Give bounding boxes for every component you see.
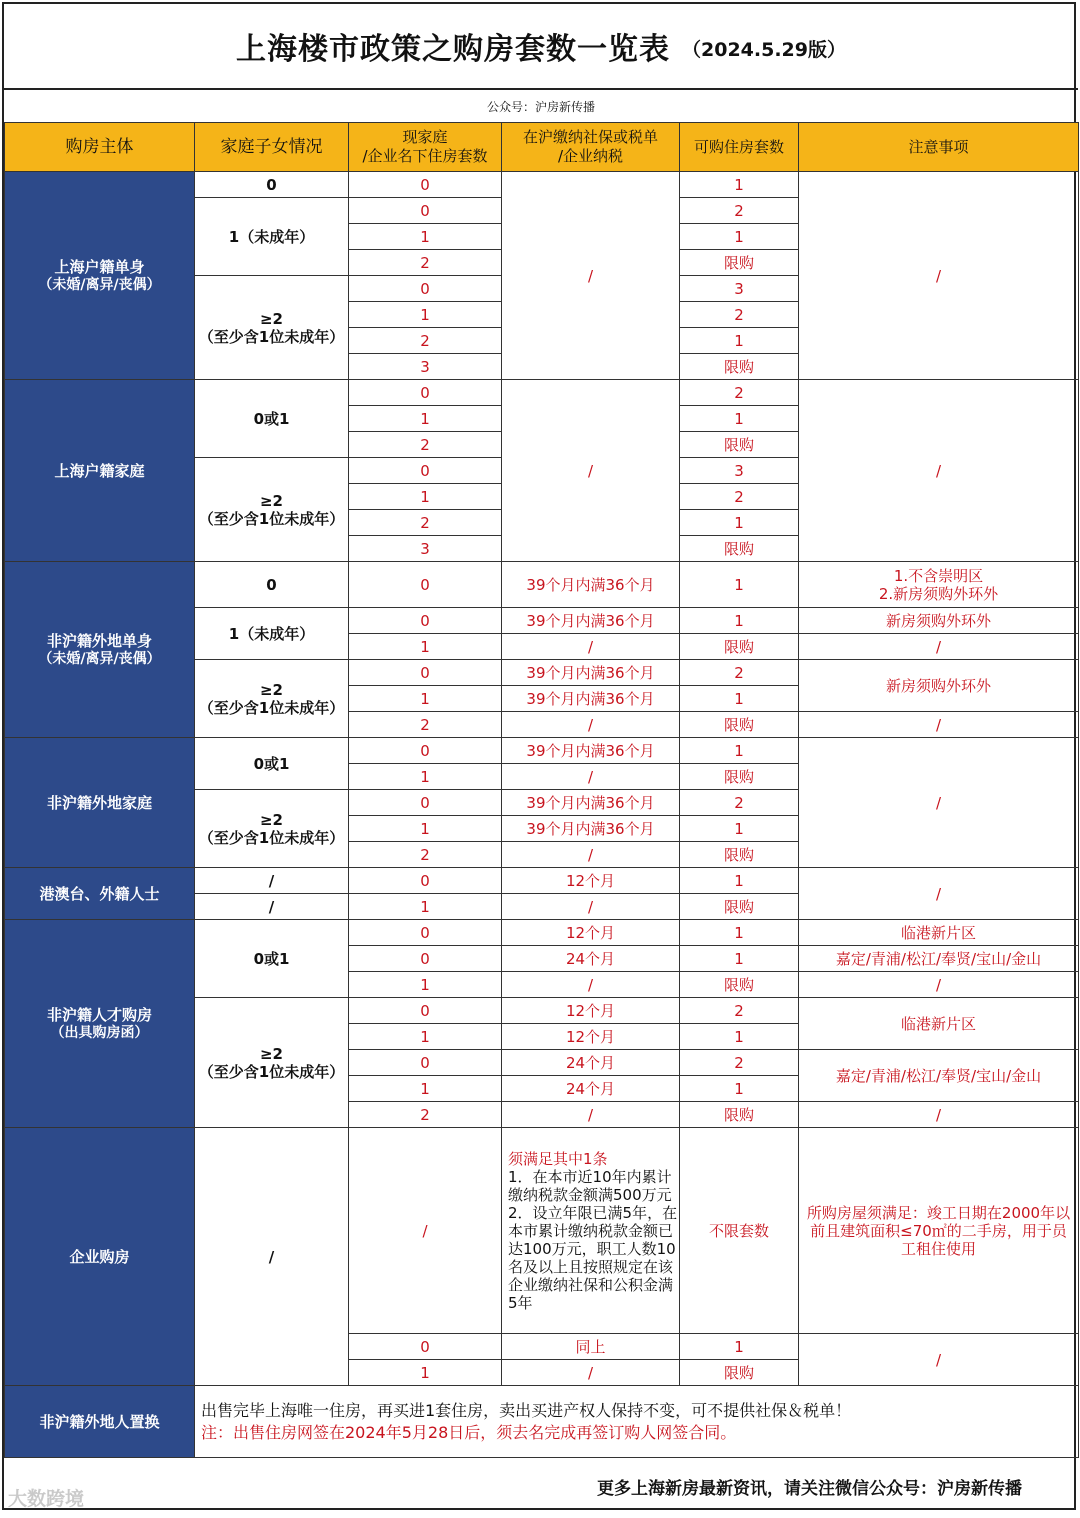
family-cell: / (195, 868, 349, 894)
buyable-cell: 限购 (680, 894, 799, 920)
note-cell: / (799, 738, 1079, 868)
note-line: 2.新房须购外环外 (878, 584, 999, 603)
requirement-title: 须满足其中1条 (508, 1149, 608, 1168)
existing-cell: 1 (349, 894, 502, 920)
family-cell: 0或1 (195, 380, 349, 458)
subject-label: 上海户籍单身 (54, 257, 145, 276)
family-cell: 0或1 (195, 738, 349, 790)
existing-cell: 0 (349, 172, 502, 198)
buyable-cell: 限购 (680, 842, 799, 868)
buyable-cell: 1 (680, 868, 799, 894)
family-label: ≥2 (259, 491, 283, 510)
note-cell: / (799, 1334, 1079, 1386)
footer-text: 更多上海新房最新资讯，请关注微信公众号：沪房新传播 (597, 1478, 1022, 1499)
family-cell: 0或1 (195, 920, 349, 998)
existing-cell: 0 (349, 276, 502, 302)
tax-cell: 12个月 (502, 998, 680, 1024)
family-cell: 1（未成年） (195, 198, 349, 276)
note-cell: 新房须购外环外 (799, 608, 1079, 634)
buyable-cell: 2 (680, 790, 799, 816)
tax-cell: / (502, 894, 680, 920)
note-cell: / (799, 634, 1079, 660)
existing-cell: 2 (349, 842, 502, 868)
header-existing: 现家庭 /企业名下住房套数 (349, 123, 502, 172)
tax-cell: 39个月内满36个月 (502, 790, 680, 816)
subject-non-family: 非沪籍外地家庭 (5, 738, 195, 868)
existing-cell: 0 (349, 946, 502, 972)
note-cell: / (799, 380, 1079, 562)
subject-sh-single (5, 172, 195, 380)
family-note: （至少含1位未成年） (198, 698, 345, 717)
existing-cell: 0 (349, 920, 502, 946)
subject-hk: 港澳台、外籍人士 (5, 868, 195, 920)
buyable-cell: 2 (680, 998, 799, 1024)
subject-non-single (5, 562, 195, 738)
table-row (5, 380, 1079, 406)
tax-cell: 24个月 (502, 1076, 680, 1102)
swap-line: 出售完毕上海唯一住房，再买进1套住房，卖出买进产权人保持不变，可不提供社保＆税单！ (201, 1400, 852, 1420)
buyable-cell: 2 (680, 302, 799, 328)
buyable-cell: 1 (680, 608, 799, 634)
tax-cell: / (502, 764, 680, 790)
note-cell: / (799, 712, 1079, 738)
tax-cell: 同上 (502, 1334, 680, 1360)
tax-cell: 24个月 (502, 1050, 680, 1076)
existing-cell: 1 (349, 764, 502, 790)
existing-cell: 2 (349, 510, 502, 536)
buyable-cell: 1 (680, 1024, 799, 1050)
buyable-cell: 3 (680, 458, 799, 484)
family-label: ≥2 (259, 680, 283, 699)
existing-cell: 3 (349, 536, 502, 562)
tax-cell: / (502, 972, 680, 998)
table-row (5, 868, 1079, 894)
buyable-cell: 1 (680, 328, 799, 354)
existing-cell: 0 (349, 608, 502, 634)
buyable-cell: 1 (680, 686, 799, 712)
header-tax: 在沪缴纳社保或税单 /企业纳税 (502, 123, 680, 172)
buyable-cell: 2 (680, 380, 799, 406)
buyable-cell: 2 (680, 198, 799, 224)
family-note: （至少含1位未成年） (198, 1062, 345, 1081)
tax-cell: / (502, 1102, 680, 1128)
family-label: ≥2 (259, 1044, 283, 1063)
existing-cell: 1 (349, 1076, 502, 1102)
existing-cell: 0 (349, 790, 502, 816)
tax-cell: / (502, 634, 680, 660)
existing-cell: 2 (349, 432, 502, 458)
existing-cell: 1 (349, 634, 502, 660)
subject-swap: 非沪籍外地人置换 (5, 1386, 195, 1458)
buyable-cell: 3 (680, 276, 799, 302)
family-cell (195, 458, 349, 562)
note-cell: / (799, 972, 1079, 998)
existing-cell: 0 (349, 198, 502, 224)
family-cell (195, 660, 349, 738)
existing-cell: 0 (349, 868, 502, 894)
table-row (5, 172, 1079, 198)
note-cell: 所购房屋须满足：竣工日期在2000年以前且建筑面积≤70㎡的二手房，用于员工租住使用 (799, 1128, 1079, 1334)
subject-company: 企业购房 (5, 1128, 195, 1386)
family-cell: 1（未成年） (195, 608, 349, 660)
existing-cell: 1 (349, 1360, 502, 1386)
buyable-cell: 1 (680, 510, 799, 536)
subject-note: （未婚/离异/丧偶） (38, 276, 161, 293)
header-subject: 购房主体 (5, 123, 195, 172)
table-row (5, 920, 1079, 946)
requirement-text: 1．在本市近10年内累计缴纳税款金额满500万元 2．设立年限已满5年，在本市累计缴纳税款金额已达100万元，职工人数10名及以上且按照规定在该企业缴纳社保和公积金满5年 (508, 1167, 678, 1312)
buyable-cell: 1 (680, 816, 799, 842)
table-row (5, 1128, 1079, 1334)
family-label: ≥2 (259, 309, 283, 328)
note-cell: 临港新片区 (799, 998, 1079, 1050)
existing-cell: 1 (349, 302, 502, 328)
family-label: ≥2 (259, 810, 283, 829)
existing-cell: 1 (349, 686, 502, 712)
existing-cell: 3 (349, 354, 502, 380)
buyable-cell: 1 (680, 562, 799, 608)
header-children: 家庭子女情况 (195, 123, 349, 172)
existing-cell: 1 (349, 224, 502, 250)
buyable-cell: 1 (680, 172, 799, 198)
existing-cell: 0 (349, 458, 502, 484)
buyable-cell: 1 (680, 920, 799, 946)
existing-cell: / (349, 1128, 502, 1334)
buyable-cell: 2 (680, 484, 799, 510)
family-cell (195, 276, 349, 380)
policy-table (4, 122, 1079, 1458)
note-cell: / (799, 1102, 1079, 1128)
existing-cell: 1 (349, 816, 502, 842)
buyable-cell: 2 (680, 660, 799, 686)
existing-cell: 0 (349, 998, 502, 1024)
tax-cell: 39个月内满36个月 (502, 816, 680, 842)
tax-cell: / (502, 712, 680, 738)
buyable-cell: 限购 (680, 634, 799, 660)
page-title (4, 4, 1078, 90)
buyable-cell: 限购 (680, 536, 799, 562)
buyable-cell: 限购 (680, 1360, 799, 1386)
buyable-cell: 限购 (680, 354, 799, 380)
buyable-cell: 1 (680, 1334, 799, 1360)
tax-cell: 39个月内满36个月 (502, 608, 680, 634)
buyable-cell: 限购 (680, 432, 799, 458)
existing-cell: 2 (349, 1102, 502, 1128)
tax-cell: / (502, 172, 680, 380)
subject-label: 非沪籍外地单身 (46, 631, 152, 650)
buyable-cell: 限购 (680, 250, 799, 276)
existing-cell: 1 (349, 972, 502, 998)
family-cell (195, 998, 349, 1128)
buyable-cell: 限购 (680, 712, 799, 738)
tax-cell: 12个月 (502, 868, 680, 894)
note-cell: / (799, 868, 1079, 920)
table-row (5, 562, 1079, 608)
family-cell: 0 (195, 562, 349, 608)
note-cell: 新房须购外环外 (799, 660, 1079, 712)
swap-note: 注：出售住房网签在2024年5月28日后，须去名完成再签订购人网签合同。 (201, 1422, 737, 1442)
family-cell: / (195, 1128, 349, 1386)
subject-sh-family: 上海户籍家庭 (5, 380, 195, 562)
header-row (5, 123, 1079, 172)
header-notes: 注意事项 (799, 123, 1079, 172)
table-row (5, 738, 1079, 764)
swap-cell (195, 1386, 1079, 1458)
tax-cell: / (502, 1360, 680, 1386)
note-cell: 嘉定/青浦/松江/奉贤/宝山/金山 (799, 946, 1079, 972)
note-cell: / (799, 172, 1079, 380)
tax-cell: 39个月内满36个月 (502, 686, 680, 712)
buyable-cell: 1 (680, 224, 799, 250)
family-note: （至少含1位未成年） (198, 327, 345, 346)
buyable-cell: 1 (680, 946, 799, 972)
subject-label: 非沪籍人才购房 (46, 1005, 152, 1024)
note-cell: 嘉定/青浦/松江/奉贤/宝山/金山 (799, 1050, 1079, 1102)
version-text: （2024.5.29版） (682, 38, 846, 61)
existing-cell: 0 (349, 738, 502, 764)
buyable-cell: 1 (680, 406, 799, 432)
existing-cell: 0 (349, 1334, 502, 1360)
table-row (5, 1386, 1079, 1458)
buyable-cell: 2 (680, 1050, 799, 1076)
table-frame (2, 2, 1076, 1510)
family-cell: / (195, 894, 349, 920)
buyable-cell: 限购 (680, 764, 799, 790)
existing-cell: 0 (349, 660, 502, 686)
existing-cell: 0 (349, 562, 502, 608)
existing-cell: 1 (349, 406, 502, 432)
subject-note: （未婚/离异/丧偶） (38, 650, 161, 667)
tax-cell: 39个月内满36个月 (502, 738, 680, 764)
buyable-cell: 限购 (680, 1102, 799, 1128)
note-line: 1.不含崇明区 (893, 566, 984, 585)
tax-cell: / (502, 380, 680, 562)
family-note: （至少含1位未成年） (198, 509, 345, 528)
buyable-cell: 1 (680, 738, 799, 764)
buyable-cell: 1 (680, 1076, 799, 1102)
existing-cell: 2 (349, 712, 502, 738)
tax-cell (502, 1128, 680, 1334)
family-cell (195, 790, 349, 868)
title-text: 上海楼市政策之购房套数一览表 (236, 32, 670, 67)
tax-cell: 39个月内满36个月 (502, 660, 680, 686)
existing-cell: 0 (349, 1050, 502, 1076)
existing-cell: 2 (349, 328, 502, 354)
note-cell: 临港新片区 (799, 920, 1079, 946)
note-cell (799, 562, 1079, 608)
tax-cell: 12个月 (502, 1024, 680, 1050)
header-buyable: 可购住房套数 (680, 123, 799, 172)
existing-cell: 2 (349, 250, 502, 276)
subject-note: （出具购房函） (50, 1024, 149, 1041)
tax-cell: 39个月内满36个月 (502, 562, 680, 608)
family-cell: 0 (195, 172, 349, 198)
buyable-cell: 限购 (680, 972, 799, 998)
subtitle: 公众号：沪房新传播 (486, 99, 595, 114)
watermark: 大数跨境 (8, 1488, 85, 1510)
subject-talent (5, 920, 195, 1128)
existing-cell: 0 (349, 380, 502, 406)
tax-cell: 24个月 (502, 946, 680, 972)
tax-cell: 12个月 (502, 920, 680, 946)
buyable-cell: 不限套数 (680, 1128, 799, 1334)
tax-cell: / (502, 842, 680, 868)
family-note: （至少含1位未成年） (198, 828, 345, 847)
existing-cell: 1 (349, 1024, 502, 1050)
existing-cell: 1 (349, 484, 502, 510)
